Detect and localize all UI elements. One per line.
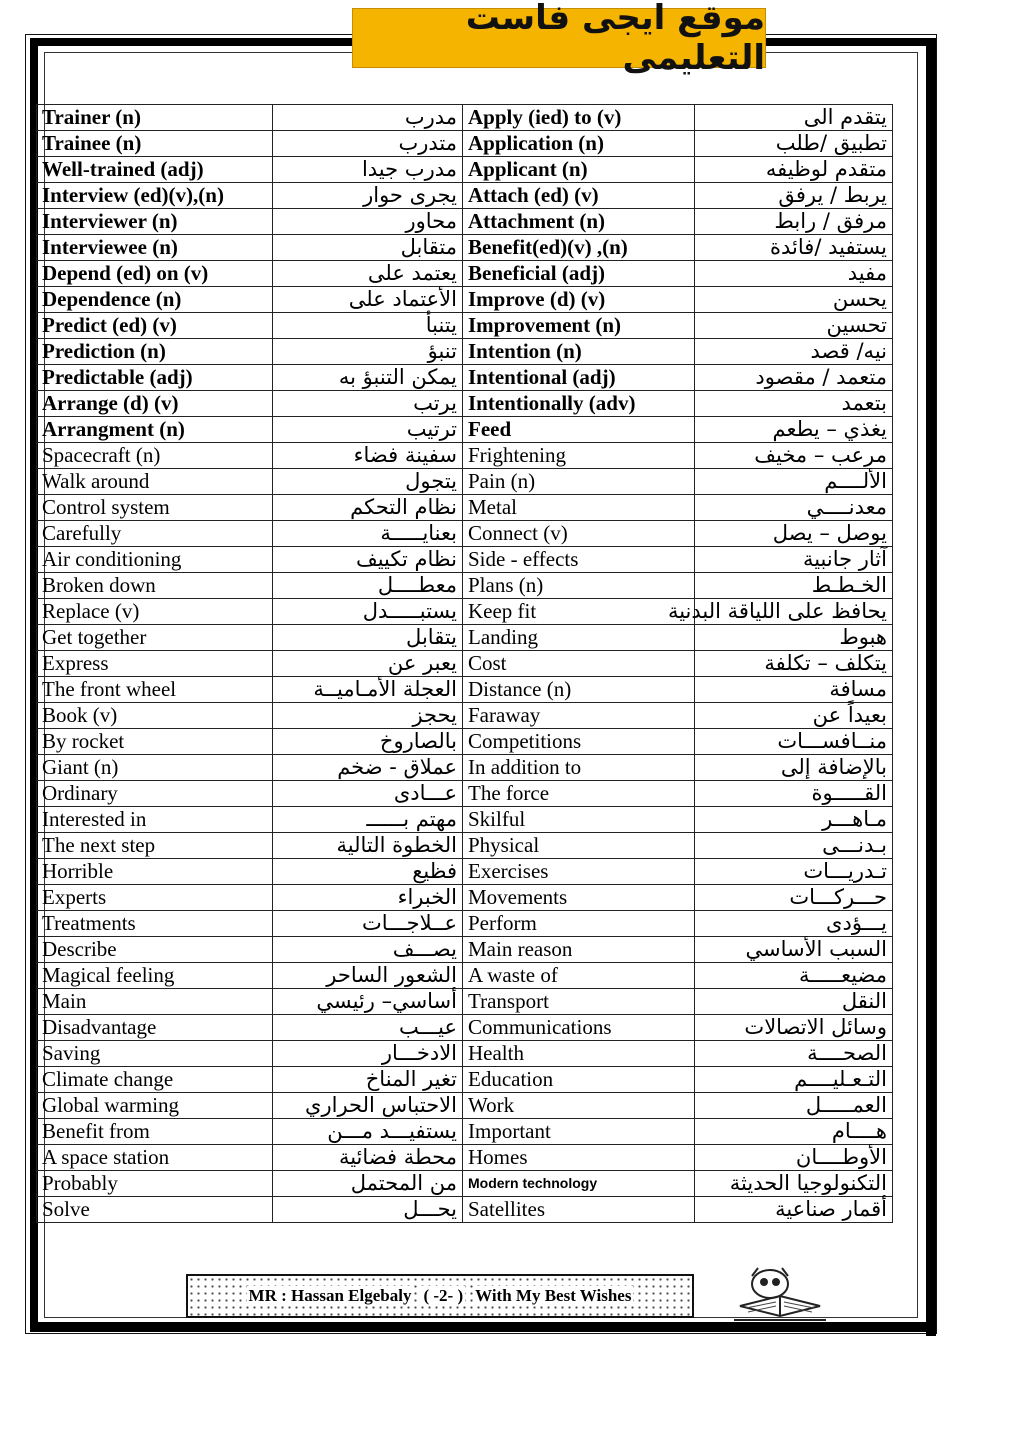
english-term-cell: Arrange (d) (v)	[37, 391, 273, 417]
english-term-cell: Physical	[463, 833, 695, 859]
arabic-meaning-cell: نيه/ قصد	[695, 339, 893, 365]
reading-owl-icon	[730, 1262, 830, 1322]
english-term-cell: The force	[463, 781, 695, 807]
arabic-meaning-cell: آثار جانبية	[695, 547, 893, 573]
arabic-meaning-cell: الشعور الساحر	[273, 963, 463, 989]
footer-author: MR : Hassan Elgebaly	[248, 1286, 412, 1305]
english-term-cell: Application (n)	[463, 131, 695, 157]
arabic-meaning-cell: متعمد / مقصود	[695, 365, 893, 391]
english-term-cell: Attachment (n)	[463, 209, 695, 235]
arabic-meaning-cell: مـاهـــر	[695, 807, 893, 833]
english-term-cell: Air conditioning	[37, 547, 273, 573]
arabic-meaning-cell: منــافســـات	[695, 729, 893, 755]
english-term-cell: Work	[463, 1093, 695, 1119]
english-term-cell: Competitions	[463, 729, 695, 755]
arabic-meaning-cell: تحسين	[695, 313, 893, 339]
arabic-meaning-cell: التـعـليــــم	[695, 1067, 893, 1093]
table-row	[37, 339, 893, 365]
english-term-cell: By rocket	[37, 729, 273, 755]
vocabulary-table	[36, 104, 893, 1223]
table-row	[37, 625, 893, 651]
arabic-meaning-cell: مهتم بــــــ	[273, 807, 463, 833]
table-row	[37, 287, 893, 313]
english-term-cell: Magical feeling	[37, 963, 273, 989]
english-term-cell: Cost	[463, 651, 695, 677]
arabic-meaning-cell: الصحــــة	[695, 1041, 893, 1067]
english-term-cell: Dependence (n)	[37, 287, 273, 313]
arabic-meaning-cell: تغير المناخ	[273, 1067, 463, 1093]
english-term-cell: Education	[463, 1067, 695, 1093]
table-row	[37, 209, 893, 235]
footer-banner	[186, 1274, 694, 1318]
table-row	[37, 1093, 893, 1119]
english-term-cell: Intention (n)	[463, 339, 695, 365]
table-row	[37, 235, 893, 261]
english-term-cell: Depend (ed) on (v)	[37, 261, 273, 287]
table-row	[37, 651, 893, 677]
english-term-cell: Interview (ed)(v),(n)	[37, 183, 273, 209]
arabic-meaning-cell: النقل	[695, 989, 893, 1015]
english-term-cell: Treatments	[37, 911, 273, 937]
site-banner-title: موقع ايجى فاست التعليمى	[352, 8, 766, 68]
english-term-cell: Communications	[463, 1015, 695, 1041]
english-term-cell: Landing	[463, 625, 695, 651]
arabic-meaning-cell: عـــادى	[273, 781, 463, 807]
arabic-meaning-cell: نظام تكييف	[273, 547, 463, 573]
english-term-cell: Interviewer (n)	[37, 209, 273, 235]
english-term-cell: Saving	[37, 1041, 273, 1067]
arabic-meaning-cell: السبب الأساسي	[695, 937, 893, 963]
arabic-meaning-cell: من المحتمل	[273, 1171, 463, 1197]
table-row	[37, 781, 893, 807]
table-row	[37, 703, 893, 729]
arabic-meaning-cell: الأعتماد على	[273, 287, 463, 313]
footer-wishes: With My Best Wishes	[475, 1286, 632, 1305]
table-row	[37, 677, 893, 703]
arabic-meaning-cell: القـــــوة	[695, 781, 893, 807]
arabic-meaning-cell: الأوطــــان	[695, 1145, 893, 1171]
english-term-cell: In addition to	[463, 755, 695, 781]
english-term-cell: Connect (v)	[463, 521, 695, 547]
arabic-meaning-cell: عــلاجـــات	[273, 911, 463, 937]
english-term-cell: Movements	[463, 885, 695, 911]
english-term-cell: Walk around	[37, 469, 273, 495]
arabic-meaning-cell: مدرب	[273, 105, 463, 131]
arabic-meaning-cell: العجلة الأمـاميــة	[273, 677, 463, 703]
table-row	[37, 495, 893, 521]
table-row	[37, 755, 893, 781]
frame-border-bottom	[30, 1322, 936, 1332]
arabic-meaning-cell: يتكلف – تكلفة	[695, 651, 893, 677]
english-term-cell: Predictable (adj)	[37, 365, 273, 391]
english-term-cell: Faraway	[463, 703, 695, 729]
arabic-meaning-cell: مدرب جيدا	[273, 157, 463, 183]
arabic-meaning-cell: متقدم لوظيفه	[695, 157, 893, 183]
english-term-cell: Trainee (n)	[37, 131, 273, 157]
arabic-meaning-cell: يعتمد على	[273, 261, 463, 287]
table-row	[37, 261, 893, 287]
table-row	[37, 937, 893, 963]
english-term-cell: Skilful	[463, 807, 695, 833]
table-row	[37, 443, 893, 469]
english-term-cell: Ordinary	[37, 781, 273, 807]
table-row	[37, 365, 893, 391]
table-row	[37, 859, 893, 885]
table-row	[37, 521, 893, 547]
arabic-meaning-cell: يستبـــــدل	[273, 599, 463, 625]
table-row	[37, 313, 893, 339]
english-term-cell: Intentionally (adv)	[463, 391, 695, 417]
english-term-cell: Frightening	[463, 443, 695, 469]
table-row	[37, 1119, 893, 1145]
english-term-cell: Main reason	[463, 937, 695, 963]
arabic-meaning-cell: يجرى حوار	[273, 183, 463, 209]
table-row	[37, 1067, 893, 1093]
arabic-meaning-cell: تـدريـــات	[695, 859, 893, 885]
english-term-cell: Control system	[37, 495, 273, 521]
table-row	[37, 391, 893, 417]
arabic-meaning-cell: محطة فضائية	[273, 1145, 463, 1171]
english-term-cell: Beneficial (adj)	[463, 261, 695, 287]
arabic-meaning-cell: عملاق - ضخم	[273, 755, 463, 781]
arabic-meaning-cell: يـــؤدى	[695, 911, 893, 937]
table-row	[37, 1145, 893, 1171]
english-term-cell: Applicant (n)	[463, 157, 695, 183]
table-row	[37, 131, 893, 157]
english-term-cell: Benefit(ed)(v) ,(n)	[463, 235, 695, 261]
table-row	[37, 105, 893, 131]
english-term-cell: Climate change	[37, 1067, 273, 1093]
english-term-cell: Global warming	[37, 1093, 273, 1119]
arabic-meaning-cell: بعيداً عن	[695, 703, 893, 729]
english-term-cell: Experts	[37, 885, 273, 911]
arabic-meaning-cell: يستفيد /فائدة	[695, 235, 893, 261]
table-row	[37, 183, 893, 209]
arabic-meaning-cell: الخطوة التالية	[273, 833, 463, 859]
arabic-meaning-cell: بـدنـــى	[695, 833, 893, 859]
arabic-meaning-cell: أساسي– رئيسي	[273, 989, 463, 1015]
arabic-meaning-cell: هبوط	[695, 625, 893, 651]
arabic-meaning-cell: العمـــــل	[695, 1093, 893, 1119]
english-term-cell: Side - effects	[463, 547, 695, 573]
english-term-cell: Plans (n)	[463, 573, 695, 599]
arabic-meaning-cell: مسافة	[695, 677, 893, 703]
arabic-meaning-cell: الألــــم	[695, 469, 893, 495]
english-term-cell: A space station	[37, 1145, 273, 1171]
english-term-cell: Health	[463, 1041, 695, 1067]
arabic-meaning-cell: يحسن	[695, 287, 893, 313]
arabic-meaning-cell: هــــام	[695, 1119, 893, 1145]
english-term-cell: Interested in	[37, 807, 273, 833]
table-row	[37, 573, 893, 599]
english-term-cell: Trainer (n)	[37, 105, 273, 131]
arabic-meaning-cell: وسائل الاتصالات	[695, 1015, 893, 1041]
english-term-cell: Express	[37, 651, 273, 677]
english-term-cell: Prediction (n)	[37, 339, 273, 365]
arabic-meaning-cell: يمكن التنبؤ به	[273, 365, 463, 391]
table-row	[37, 1171, 893, 1197]
arabic-meaning-cell: مرعب – مخيف	[695, 443, 893, 469]
english-term-cell: Arrangment (n)	[37, 417, 273, 443]
arabic-meaning-cell: يتقدم الى	[695, 105, 893, 131]
table-row	[37, 1015, 893, 1041]
english-term-cell: Improvement (n)	[463, 313, 695, 339]
arabic-meaning-cell: مفيد	[695, 261, 893, 287]
arabic-meaning-cell: حـــركـــات	[695, 885, 893, 911]
arabic-meaning-cell: يغذي – يطعم	[695, 417, 893, 443]
english-term-cell: Important	[463, 1119, 695, 1145]
table-row	[37, 833, 893, 859]
english-term-cell: Book (v)	[37, 703, 273, 729]
arabic-meaning-cell: الخبراء	[273, 885, 463, 911]
arabic-meaning-cell: متدرب	[273, 131, 463, 157]
table-row	[37, 1041, 893, 1067]
arabic-meaning-cell: يحجز	[273, 703, 463, 729]
arabic-meaning-cell: ترتيب	[273, 417, 463, 443]
arabic-meaning-cell: أقمار صناعية	[695, 1197, 893, 1223]
table-row	[37, 599, 893, 625]
table-row	[37, 1197, 893, 1223]
english-term-cell: Feed	[463, 417, 695, 443]
arabic-meaning-cell: بعنايـــــة	[273, 521, 463, 547]
arabic-meaning-cell: محاور	[273, 209, 463, 235]
arabic-meaning-cell: يحافظ على اللياقة البدنية	[695, 599, 893, 625]
english-term-cell: Broken down	[37, 573, 273, 599]
english-term-cell: Metal	[463, 495, 695, 521]
english-term-cell: Get together	[37, 625, 273, 651]
arabic-meaning-cell: بالصاروخ	[273, 729, 463, 755]
arabic-meaning-cell: الخـطـط	[695, 573, 893, 599]
english-term-cell: A waste of	[463, 963, 695, 989]
english-term-cell: Perform	[463, 911, 695, 937]
arabic-meaning-cell: يحـــل	[273, 1197, 463, 1223]
frame-border-right	[926, 46, 936, 1336]
english-term-cell: Improve (d) (v)	[463, 287, 695, 313]
arabic-meaning-cell: تطبيق /طلب	[695, 131, 893, 157]
arabic-meaning-cell: يتنبأ	[273, 313, 463, 339]
arabic-meaning-cell: يوصل – يصل	[695, 521, 893, 547]
english-term-cell: Probably	[37, 1171, 273, 1197]
table-row	[37, 547, 893, 573]
arabic-meaning-cell: يصـــف	[273, 937, 463, 963]
english-term-cell: Interviewee (n)	[37, 235, 273, 261]
english-term-cell: Apply (ied) to (v)	[463, 105, 695, 131]
english-term-cell: Carefully	[37, 521, 273, 547]
arabic-meaning-cell: نظام التحكم	[273, 495, 463, 521]
arabic-meaning-cell: الادخـــار	[273, 1041, 463, 1067]
english-term-cell: Homes	[463, 1145, 695, 1171]
english-term-cell: Disadvantage	[37, 1015, 273, 1041]
english-term-cell: Satellites	[463, 1197, 695, 1223]
arabic-meaning-cell: يرتب	[273, 391, 463, 417]
table-row	[37, 885, 893, 911]
english-term-cell: Spacecraft (n)	[37, 443, 273, 469]
arabic-meaning-cell: تنبؤ	[273, 339, 463, 365]
english-term-cell: Describe	[37, 937, 273, 963]
english-term-cell: Intentional (adj)	[463, 365, 695, 391]
arabic-meaning-cell: يربط / يرفق	[695, 183, 893, 209]
english-term-cell: Transport	[463, 989, 695, 1015]
table-row	[37, 417, 893, 443]
english-term-cell: Solve	[37, 1197, 273, 1223]
table-row	[37, 469, 893, 495]
arabic-meaning-cell: يتجول	[273, 469, 463, 495]
footer-page-number: ( -2- )	[423, 1286, 464, 1305]
english-term-cell: Benefit from	[37, 1119, 273, 1145]
english-term-cell: Attach (ed) (v)	[463, 183, 695, 209]
english-term-cell: Distance (n)	[463, 677, 695, 703]
english-term-cell: Horrible	[37, 859, 273, 885]
english-term-cell: Pain (n)	[463, 469, 695, 495]
table-row	[37, 963, 893, 989]
arabic-meaning-cell: معدنــــي	[695, 495, 893, 521]
arabic-meaning-cell: يستفيـــد مـــن	[273, 1119, 463, 1145]
table-row	[37, 911, 893, 937]
english-term-cell: Keep fit	[463, 599, 695, 625]
english-term-cell: The next step	[37, 833, 273, 859]
arabic-meaning-cell: التكنولوجيا الحديثة	[695, 1171, 893, 1197]
arabic-meaning-cell: مضيعـــــة	[695, 963, 893, 989]
english-term-cell: Predict (ed) (v)	[37, 313, 273, 339]
english-term-cell: Exercises	[463, 859, 695, 885]
arabic-meaning-cell: مرفق / رابط	[695, 209, 893, 235]
arabic-meaning-cell: سفينة فضاء	[273, 443, 463, 469]
arabic-meaning-cell: بتعمد	[695, 391, 893, 417]
arabic-meaning-cell: الاحتباس الحراري	[273, 1093, 463, 1119]
arabic-meaning-cell: عيـــب	[273, 1015, 463, 1041]
arabic-meaning-cell: بالإضافة إلى	[695, 755, 893, 781]
arabic-meaning-cell: يتقابل	[273, 625, 463, 651]
english-term-cell: Main	[37, 989, 273, 1015]
english-term-cell: Replace (v)	[37, 599, 273, 625]
english-term-cell: The front wheel	[37, 677, 273, 703]
arabic-meaning-cell: فظيع	[273, 859, 463, 885]
english-term-cell: Giant (n)	[37, 755, 273, 781]
table-row	[37, 807, 893, 833]
english-term-cell: Well-trained (adj)	[37, 157, 273, 183]
table-row	[37, 157, 893, 183]
arabic-meaning-cell: يعبر عن	[273, 651, 463, 677]
english-term-cell: Modern technology	[463, 1171, 695, 1197]
arabic-meaning-cell: معطــــل	[273, 573, 463, 599]
table-row	[37, 729, 893, 755]
table-row	[37, 989, 893, 1015]
arabic-meaning-cell: متقابل	[273, 235, 463, 261]
